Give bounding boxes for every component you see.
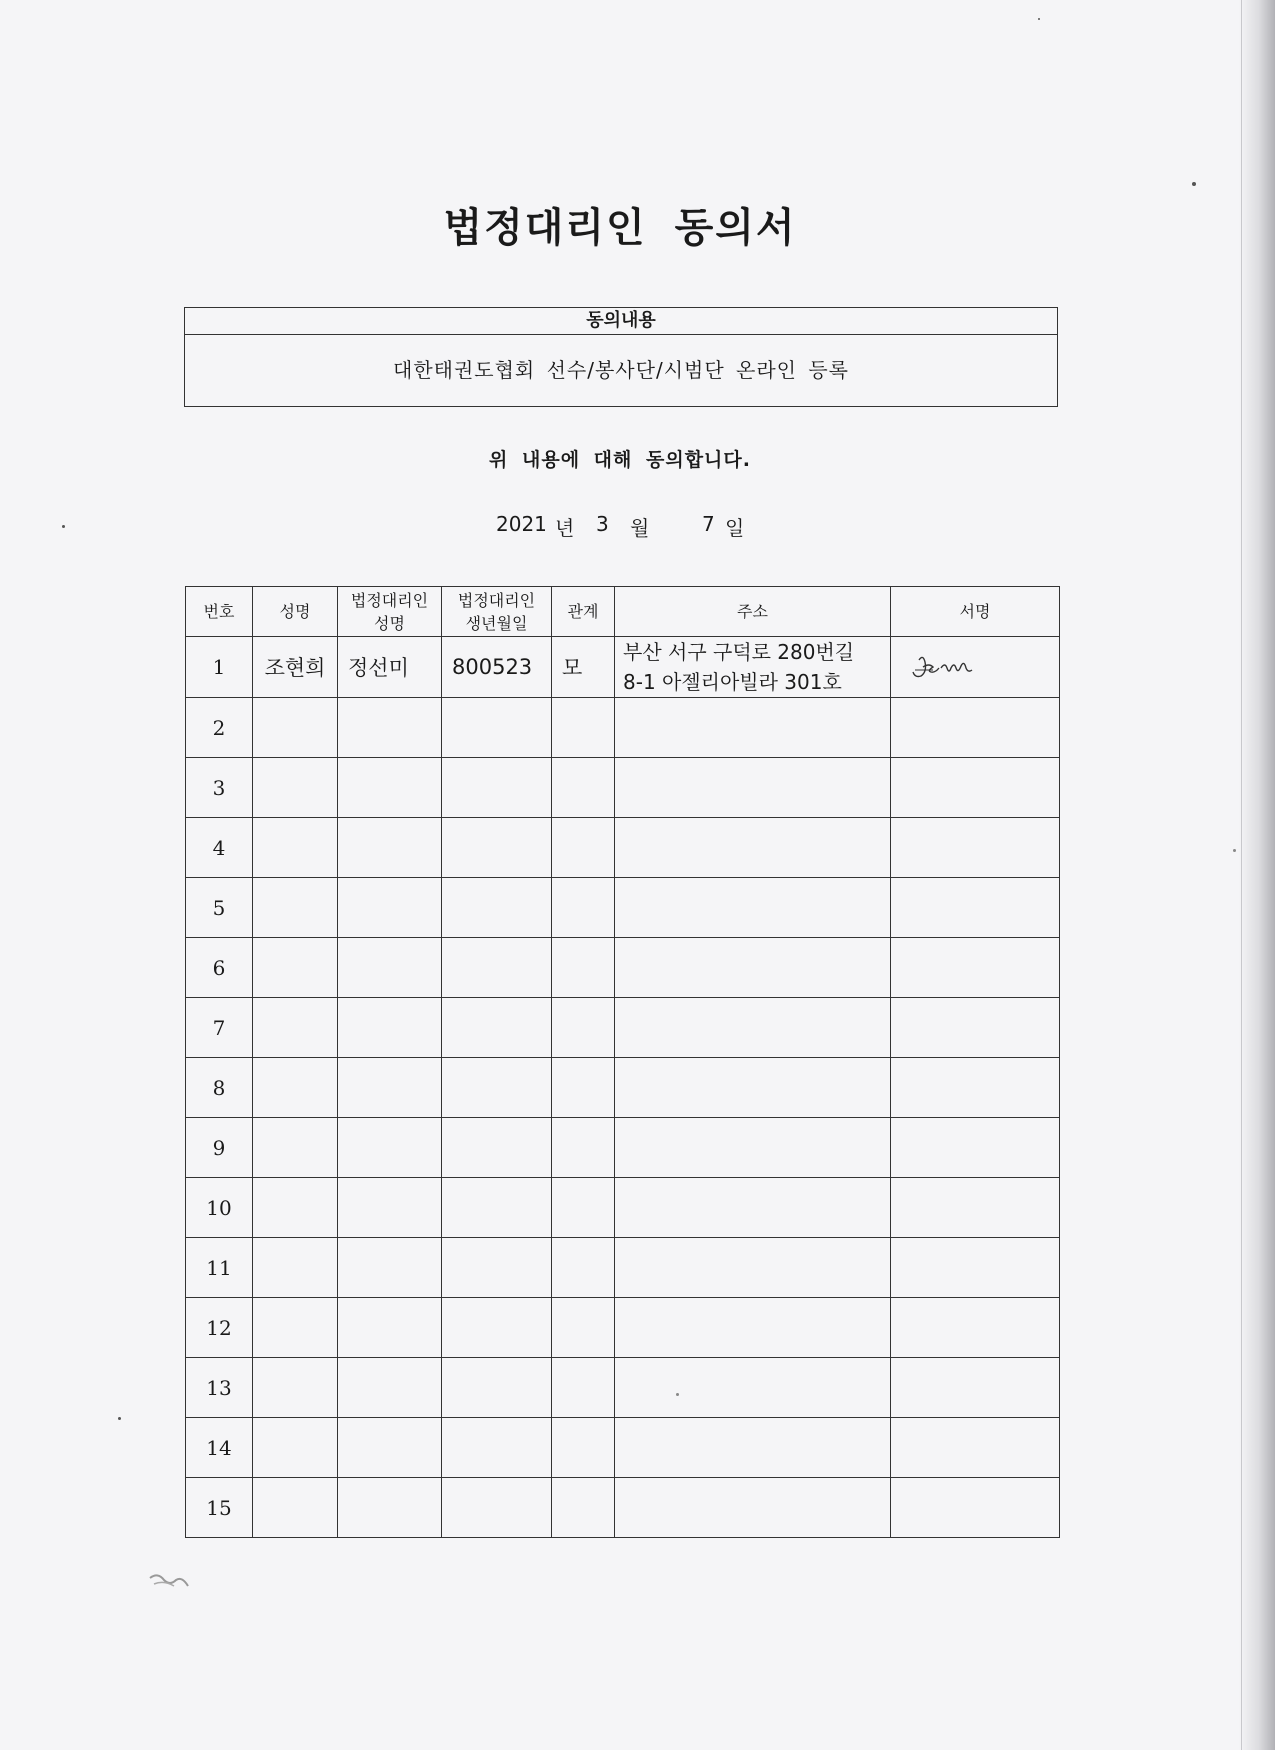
- table-row: [186, 998, 1060, 1058]
- table-row: [186, 698, 1060, 758]
- row-number: 3: [186, 758, 253, 818]
- row-number: 7: [186, 998, 253, 1058]
- consent-section-header: 동의내용: [185, 308, 1057, 335]
- document-title: 법정대리인 동의서: [443, 205, 797, 251]
- row-number: 5: [186, 878, 253, 938]
- row-number: 15: [186, 1478, 253, 1538]
- row-number: 4: [186, 818, 253, 878]
- consent-section-content: 대한태권도협회 선수/봉사단/시범단 온라인 등록: [393, 358, 849, 382]
- row-number: 1: [186, 637, 253, 698]
- header-guardian-name: [338, 587, 442, 637]
- header-name: 성명: [253, 587, 338, 637]
- table-row: [186, 818, 1060, 878]
- consent-section: [184, 307, 1058, 407]
- table-row: [186, 1358, 1060, 1418]
- table-row: [186, 1418, 1060, 1478]
- header-guardian-birth-line1: 법정대리인: [457, 590, 536, 610]
- date-day: 7: [702, 512, 715, 536]
- agreement-statement: 위 내용에 대해 동의합니다.: [489, 449, 751, 471]
- header-signature: 서명: [891, 587, 1060, 637]
- scan-smudge: [148, 1568, 192, 1592]
- table-row: [186, 758, 1060, 818]
- header-relation: 관계: [552, 587, 615, 637]
- scan-speck: [1192, 182, 1196, 186]
- row-address: [615, 637, 891, 698]
- date-month: 3: [596, 512, 609, 536]
- row-address-line1: 부산 서구 구덕로 280번길: [623, 640, 855, 664]
- header-guardian-name-line1: 법정대리인: [350, 590, 429, 610]
- row-number: 11: [186, 1238, 253, 1298]
- row-guardian-birth: 800523: [442, 637, 552, 698]
- scan-speck: [62, 525, 65, 528]
- table-row: [186, 1178, 1060, 1238]
- header-guardian-name-line2: 성명: [374, 613, 405, 633]
- row-name: 조현희: [253, 637, 338, 698]
- table-row: [186, 878, 1060, 938]
- scan-edge-shadow: [1239, 0, 1275, 1750]
- table-row: [186, 1058, 1060, 1118]
- row-guardian-name: 정선미: [338, 637, 442, 698]
- table-row: [186, 938, 1060, 998]
- row-signature: [891, 637, 1060, 698]
- guardian-roster-table: [185, 586, 1060, 1538]
- header-address: 주소: [615, 587, 891, 637]
- row-number: 8: [186, 1058, 253, 1118]
- scan-speck: [1038, 18, 1040, 20]
- date-year: 2021: [496, 512, 547, 536]
- row-number: 10: [186, 1178, 253, 1238]
- table-header-row: [186, 587, 1060, 637]
- row-relation: 모: [552, 637, 615, 698]
- row-number: 14: [186, 1418, 253, 1478]
- table-row: [186, 1238, 1060, 1298]
- scan-speck: [118, 1417, 121, 1420]
- header-number: 번호: [186, 587, 253, 637]
- table-row: [186, 637, 1060, 698]
- row-number: 9: [186, 1118, 253, 1178]
- row-number: 2: [186, 698, 253, 758]
- table-row: [186, 1298, 1060, 1358]
- scan-speck: [1233, 849, 1236, 852]
- header-guardian-birth: [442, 587, 552, 637]
- row-number: 6: [186, 938, 253, 998]
- table-row: [186, 1478, 1060, 1538]
- header-guardian-birth-line2: 생년월일: [465, 613, 528, 633]
- handwritten-signature-icon: [909, 650, 989, 684]
- row-address-line2: 8-1 아젤리아빌라 301호: [623, 670, 842, 694]
- table-row: [186, 1118, 1060, 1178]
- date-day-unit: 일: [725, 516, 745, 540]
- date-year-unit: 년: [555, 516, 575, 540]
- row-number: 12: [186, 1298, 253, 1358]
- date-month-unit: 월: [630, 516, 650, 540]
- row-number: 13: [186, 1358, 253, 1418]
